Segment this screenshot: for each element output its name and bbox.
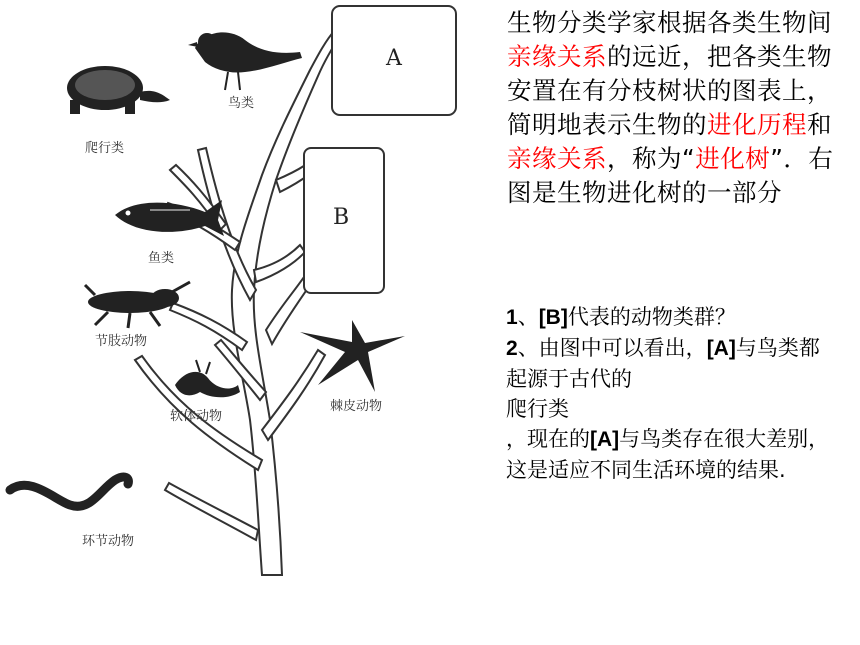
question-2 [506,333,836,394]
label-mollusks: 软体动物 [170,409,223,424]
intro-text-4: ，称为“ [607,144,696,173]
highlight-kinship-1: 亲缘关系 [507,42,607,71]
question-1-text: 代表的动物类群？ [567,305,736,329]
question-2-text-d: 与鸟类存在很大差别，这是适应不同生活环境的结果. [506,427,830,482]
questions-block [506,302,836,485]
box-b-letter: B [333,205,350,230]
highlight-evolution-tree: 进化树 [695,144,771,173]
label-echinoderms: 棘皮动物 [330,399,383,414]
label-annelids: 环节动物 [82,534,135,549]
worm-icon [10,477,128,506]
label-arthropods: 节肢动物 [95,334,148,349]
intro-text-3: 和 [807,110,832,139]
question-1-number: 1 [506,306,518,329]
label-reptiles: 爬行类 [85,141,125,156]
question-2-text-b: 与鸟类都起源于古代的 [506,336,820,391]
question-2-continuation [506,424,836,485]
turtle-icon [67,66,170,114]
label-birds: 鸟类 [228,96,255,111]
highlight-evolution-history: 进化历程 [707,110,807,139]
highlight-kinship-2: 亲缘关系 [507,144,607,173]
bird-icon [188,32,302,90]
question-2-bracket-b: [A] [590,428,620,451]
question-2-number: 2 [506,337,518,360]
intro-paragraph [507,6,837,210]
intro-text-1: 生物分类学家根据各类生物间 [507,8,832,37]
question-2-text-c: ，现在的 [506,427,590,451]
box-a-letter: A [386,46,402,71]
question-2-text-a: 、由图中可以看出， [517,336,707,360]
question-1 [506,302,836,333]
question-2-bracket-a: [A] [706,337,736,360]
intro-text-5: ”．右图是生物进化树的一部分 [507,144,834,207]
question-2-answer: 爬行类 [506,397,569,421]
intro-text-2: 的远近，把各类生物安置在有分枝树状的图表上，简明地表示生物的 [507,42,832,139]
question-1-bracket: [B] [538,306,568,329]
label-fish: 鱼类 [148,251,175,266]
question-1-sep: 、 [517,305,539,329]
snail-icon [175,360,240,397]
